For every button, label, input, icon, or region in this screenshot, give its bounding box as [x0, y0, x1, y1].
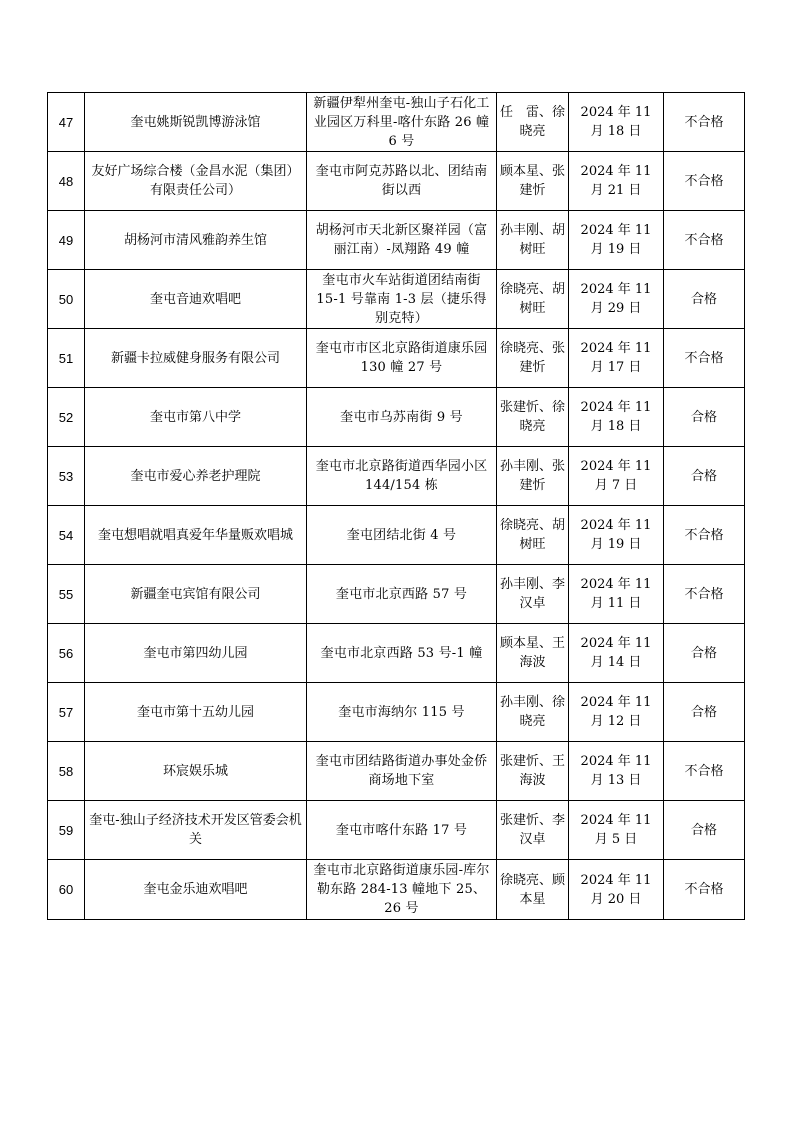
inspectors-cell: 张建忻、王海波 — [497, 742, 569, 801]
inspection-date-cell: 2024 年 11 月 11 日 — [569, 565, 664, 624]
unit-address-cell: 奎屯团结北街 4 号 — [307, 506, 497, 565]
unit-address-cell: 奎屯市市区北京路街道康乐园 130 幢 27 号 — [307, 329, 497, 388]
inspectors-cell: 任 雷、徐晓亮 — [497, 93, 569, 152]
inspection-date-cell: 2024 年 11 月 14 日 — [569, 624, 664, 683]
row-number-cell: 54 — [48, 506, 85, 565]
inspectors-cell: 顾本星、王海波 — [497, 624, 569, 683]
row-number-cell: 51 — [48, 329, 85, 388]
unit-address-cell: 奎屯市火车站街道团结南街 15-1 号靠南 1-3 层（捷乐得别克特） — [307, 270, 497, 329]
inspection-result-cell: 不合格 — [664, 152, 745, 211]
unit-name-cell: 奎屯市第八中学 — [85, 388, 307, 447]
row-number-cell: 57 — [48, 683, 85, 742]
inspection-date-cell: 2024 年 11 月 7 日 — [569, 447, 664, 506]
inspection-result-cell: 不合格 — [664, 329, 745, 388]
inspectors-cell: 孙丰刚、李汉卓 — [497, 565, 569, 624]
table-row — [48, 447, 745, 506]
unit-name-cell: 奎屯市第十五幼儿园 — [85, 683, 307, 742]
table-row — [48, 152, 745, 211]
inspection-date-cell: 2024 年 11 月 19 日 — [569, 506, 664, 565]
inspection-result-cell: 合格 — [664, 624, 745, 683]
table-row — [48, 565, 745, 624]
inspection-result-cell: 合格 — [664, 388, 745, 447]
row-number-cell: 48 — [48, 152, 85, 211]
inspectors-cell: 徐晓亮、胡树旺 — [497, 506, 569, 565]
table-row — [48, 624, 745, 683]
row-number-cell: 59 — [48, 801, 85, 860]
row-number-cell: 53 — [48, 447, 85, 506]
inspection-date-cell: 2024 年 11 月 13 日 — [569, 742, 664, 801]
inspectors-cell: 孙丰刚、张建忻 — [497, 447, 569, 506]
inspection-result-cell: 合格 — [664, 270, 745, 329]
table-row — [48, 388, 745, 447]
table-row — [48, 683, 745, 742]
row-number-cell: 49 — [48, 211, 85, 270]
unit-name-cell: 奎屯-独山子经济技术开发区管委会机关 — [85, 801, 307, 860]
unit-address-cell: 奎屯市阿克苏路以北、团结南街以西 — [307, 152, 497, 211]
table-row — [48, 93, 745, 152]
unit-address-cell: 新疆伊犁州奎屯-独山子石化工业园区万科里-喀什东路 26 幢 6 号 — [307, 93, 497, 152]
unit-name-cell: 胡杨河市清风雅韵养生馆 — [85, 211, 307, 270]
row-number-cell: 50 — [48, 270, 85, 329]
inspectors-cell: 张建忻、徐晓亮 — [497, 388, 569, 447]
unit-address-cell: 奎屯市北京路街道西华园小区 144/154 栋 — [307, 447, 497, 506]
unit-address-cell: 奎屯市喀什东路 17 号 — [307, 801, 497, 860]
row-number-cell: 58 — [48, 742, 85, 801]
table-row — [48, 270, 745, 329]
inspection-date-cell: 2024 年 11 月 20 日 — [569, 860, 664, 920]
row-number-cell: 47 — [48, 93, 85, 152]
table-row — [48, 329, 745, 388]
unit-address-cell: 奎屯市团结路街道办事处金侨商场地下室 — [307, 742, 497, 801]
table-body — [48, 93, 745, 920]
table-row — [48, 801, 745, 860]
inspection-date-cell: 2024 年 11 月 21 日 — [569, 152, 664, 211]
unit-address-cell: 奎屯市北京路街道康乐园-库尔勒东路 284-13 幢地下 25、26 号 — [307, 860, 497, 920]
unit-name-cell: 奎屯市爱心养老护理院 — [85, 447, 307, 506]
unit-name-cell: 奎屯音迪欢唱吧 — [85, 270, 307, 329]
inspectors-cell: 顾本星、张建忻 — [497, 152, 569, 211]
row-number-cell: 56 — [48, 624, 85, 683]
inspection-result-cell: 合格 — [664, 801, 745, 860]
table-row — [48, 211, 745, 270]
inspectors-cell: 徐晓亮、张建忻 — [497, 329, 569, 388]
inspection-date-cell: 2024 年 11 月 5 日 — [569, 801, 664, 860]
unit-name-cell: 奎屯姚斯锐凯博游泳馆 — [85, 93, 307, 152]
table-row — [48, 742, 745, 801]
unit-name-cell: 奎屯金乐迪欢唱吧 — [85, 860, 307, 920]
unit-name-cell: 环宸娱乐城 — [85, 742, 307, 801]
unit-name-cell: 奎屯市第四幼儿园 — [85, 624, 307, 683]
row-number-cell: 55 — [48, 565, 85, 624]
unit-name-cell: 新疆卡拉威健身服务有限公司 — [85, 329, 307, 388]
inspection-result-cell: 合格 — [664, 683, 745, 742]
inspectors-cell: 孙丰刚、胡树旺 — [497, 211, 569, 270]
table-row — [48, 506, 745, 565]
row-number-cell: 60 — [48, 860, 85, 920]
inspection-result-cell: 不合格 — [664, 211, 745, 270]
unit-name-cell: 友好广场综合楼（金昌水泥（集团）有限责任公司） — [85, 152, 307, 211]
table-row — [48, 860, 745, 920]
inspection-date-cell: 2024 年 11 月 12 日 — [569, 683, 664, 742]
inspection-result-cell: 不合格 — [664, 860, 745, 920]
inspection-date-cell: 2024 年 11 月 17 日 — [569, 329, 664, 388]
inspection-result-cell: 不合格 — [664, 93, 745, 152]
inspection-date-cell: 2024 年 11 月 29 日 — [569, 270, 664, 329]
inspection-result-cell: 不合格 — [664, 742, 745, 801]
inspectors-cell: 孙丰刚、徐晓亮 — [497, 683, 569, 742]
inspectors-cell: 张建忻、李汉卓 — [497, 801, 569, 860]
unit-address-cell: 奎屯市乌苏南街 9 号 — [307, 388, 497, 447]
inspection-table — [47, 92, 745, 920]
inspection-date-cell: 2024 年 11 月 18 日 — [569, 93, 664, 152]
inspection-result-cell: 不合格 — [664, 565, 745, 624]
inspection-result-cell: 合格 — [664, 447, 745, 506]
inspectors-cell: 徐晓亮、胡树旺 — [497, 270, 569, 329]
row-number-cell: 52 — [48, 388, 85, 447]
unit-address-cell: 胡杨河市天北新区聚祥园（富丽江南）-凤翔路 49 幢 — [307, 211, 497, 270]
inspection-date-cell: 2024 年 11 月 19 日 — [569, 211, 664, 270]
unit-address-cell: 奎屯市北京西路 53 号-1 幢 — [307, 624, 497, 683]
inspectors-cell: 徐晓亮、顾本星 — [497, 860, 569, 920]
inspection-date-cell: 2024 年 11 月 18 日 — [569, 388, 664, 447]
unit-name-cell: 新疆奎屯宾馆有限公司 — [85, 565, 307, 624]
unit-address-cell: 奎屯市海纳尔 115 号 — [307, 683, 497, 742]
unit-name-cell: 奎屯想唱就唱真爱年华量贩欢唱城 — [85, 506, 307, 565]
unit-address-cell: 奎屯市北京西路 57 号 — [307, 565, 497, 624]
inspection-result-cell: 不合格 — [664, 506, 745, 565]
